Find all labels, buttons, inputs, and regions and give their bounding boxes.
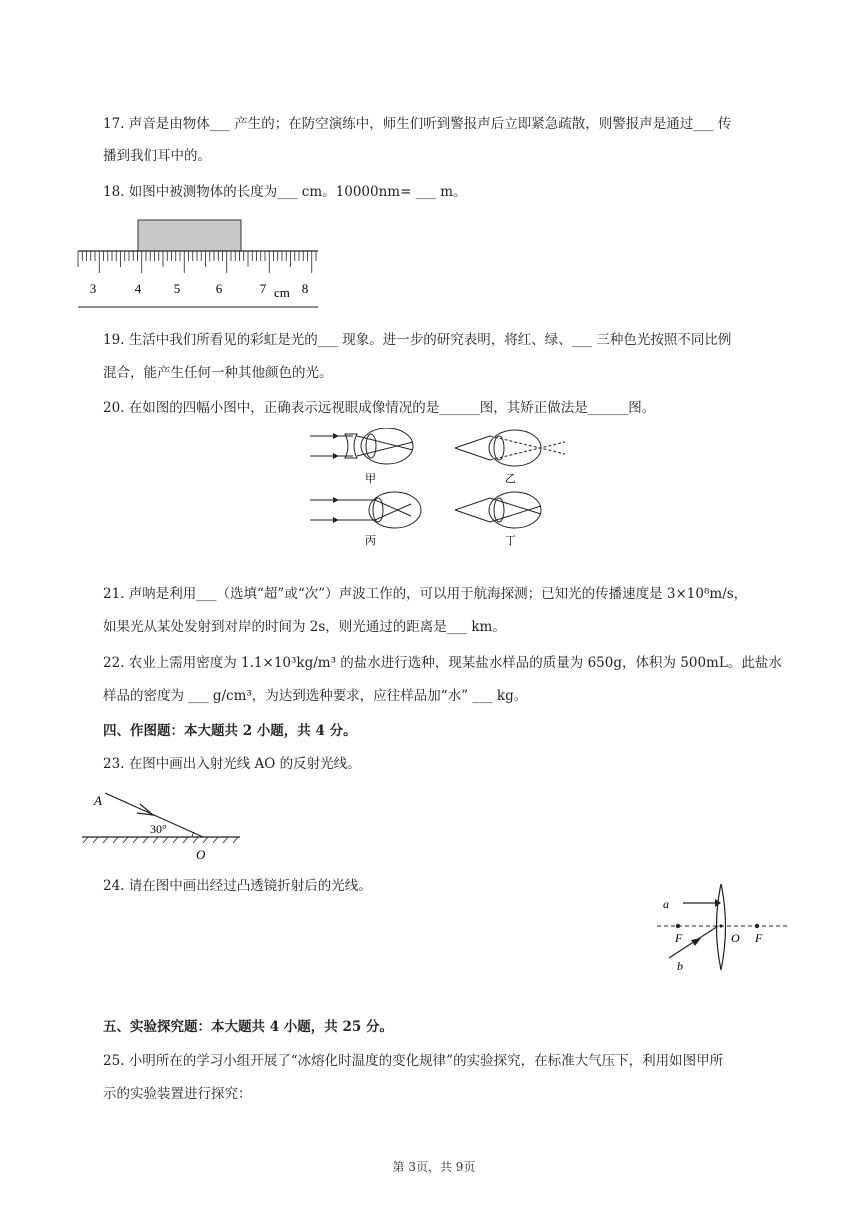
label-yi: 乙 — [505, 473, 516, 485]
measured-block — [138, 220, 241, 251]
q24-line1: 24. 请在图中画出经过凸透镜折射后的光线。 — [103, 878, 372, 894]
reflection-figure — [80, 785, 245, 863]
q17-line2: 播到我们耳中的。 — [103, 148, 211, 164]
section4-heading: 四、作图题：本大题共 2 小题，共 4 分。 — [103, 723, 357, 739]
q22-line2: 样品的密度为 ___ g/cm³，为达到选种要求，应往样品加“水” ___ kg。 — [103, 688, 528, 704]
focus-right-label: F — [755, 931, 763, 945]
ruler-label-3: 3 — [89, 281, 97, 296]
q18-line1: 18. 如图中被测物体的长度为___ cm。10000nm= ___ m。 — [103, 184, 467, 200]
ruler-ticks — [78, 251, 316, 273]
label-ding: 丁 — [505, 535, 516, 547]
page-footer: 第 3页，共 9页 — [392, 1160, 476, 1174]
q22-line1: 22. 农业上需用密度为 1.1×10³kg/m³ 的盐水进行选种，现某盐水样品的质量为 650g，体积为 500mL。此盐水 — [103, 655, 782, 671]
q23-line1: 23. 在图中画出入射光线 AO 的反射光线。 — [103, 756, 361, 772]
ruler-label-8: 8 — [301, 281, 309, 296]
ray-a-label: a — [663, 897, 669, 911]
q21-line2: 如果光从某处发射到对岸的时间为 2s，则光通过的距离是___ km。 — [103, 619, 506, 635]
ruler-label-7: 7 — [259, 281, 267, 296]
lens-figure — [655, 878, 795, 978]
center-o-label: O — [731, 931, 740, 945]
ruler-label-4: 4 — [134, 281, 142, 296]
angle-label: 30° — [150, 822, 167, 836]
q17-line1: 17. 声音是由物体___ 产生的；在防空演练中，师生们听到警报声后立即紧急疏散，则警报声是通过___ 传 — [103, 116, 732, 132]
q25-line1: 25. 小明所在的学习小组开展了“冰熔化时温度的变化规律”的实验探究，在标准大气压下，利用如图甲所 — [103, 1053, 724, 1069]
ray-b-label: b — [677, 959, 683, 973]
label-jia: 甲 — [365, 473, 376, 485]
point-o-label: O — [196, 847, 206, 862]
q20-line1: 20. 在如图的四幅小图中，正确表示远视眼成像情况的是______图，其矫正做法是______图。 — [103, 400, 656, 416]
ruler-label-5: 5 — [173, 281, 181, 296]
ruler-label-6: 6 — [215, 281, 223, 296]
q25-line2: 示的实验装置进行探究： — [103, 1086, 252, 1102]
label-bing: 丙 — [365, 535, 376, 547]
point-a-label: A — [94, 793, 102, 808]
ruler-unit: cm — [274, 285, 290, 300]
focus-left-label: F — [675, 931, 683, 945]
q21-line1: 21. 声呐是利用___（选填“超”或“次”）声波工作的，可以用于航海探测；已知光的传播速度是 3×10⁸m/s， — [103, 586, 748, 602]
q19-line2: 混合，能产生任何一种其他颜色的光。 — [103, 365, 333, 381]
q19-line1: 19. 生活中我们所看见的彩虹是光的___ 现象。进一步的研究表明，将红、绿、___ 三种色光按照不同比例 — [103, 332, 732, 348]
eye-diagram — [305, 428, 575, 548]
section5-heading: 五、实验探究题：本大题共 4 小题，共 25 分。 — [103, 1019, 393, 1035]
ruler-figure — [75, 215, 325, 310]
